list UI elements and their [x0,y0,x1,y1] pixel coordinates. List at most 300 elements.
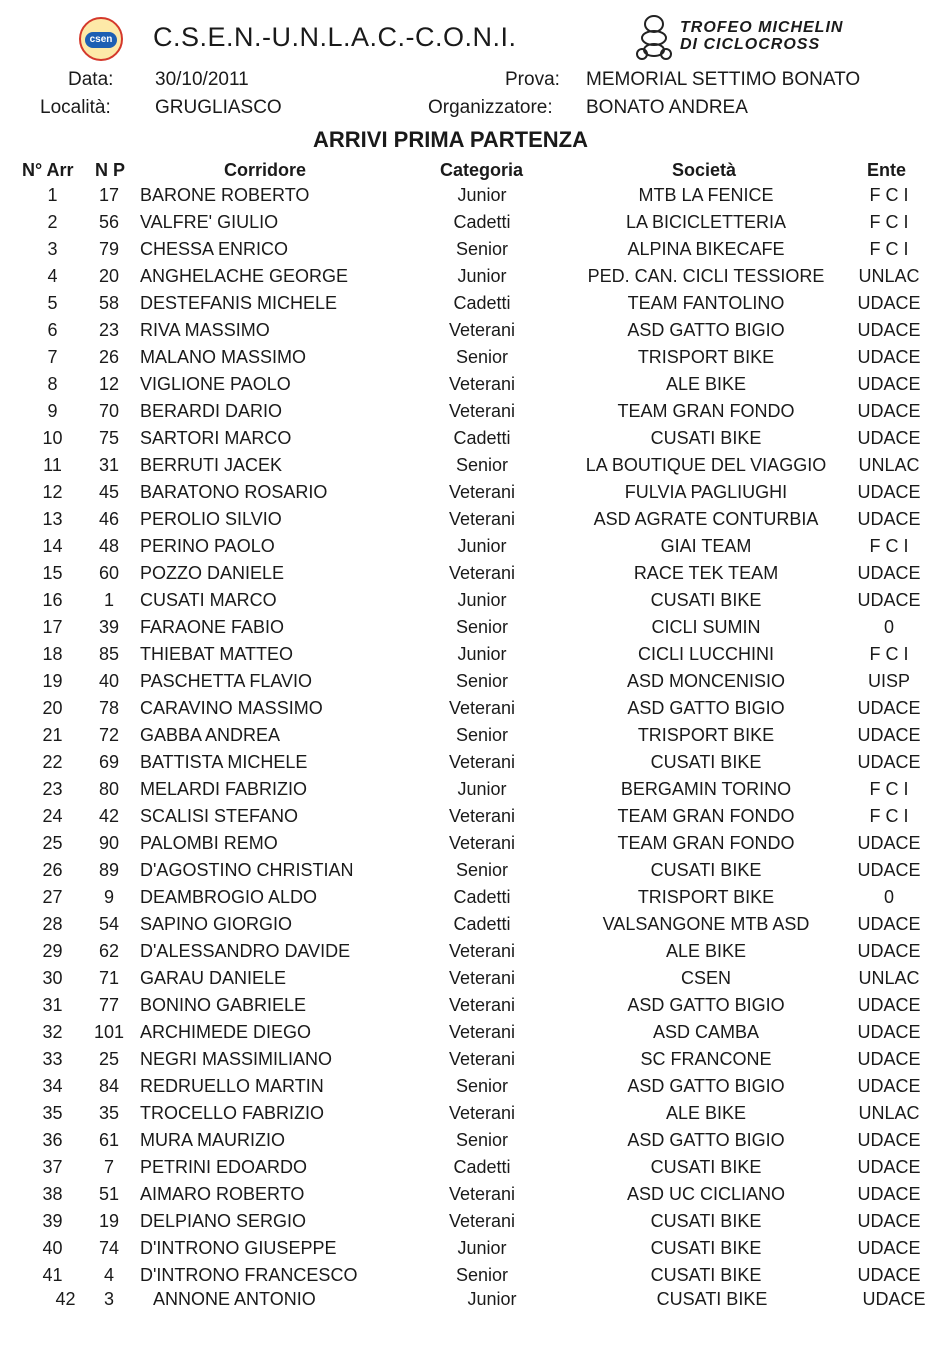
team: CUSATI BIKE [650,1157,762,1177]
rider-name: AIMARO ROBERTO [140,1184,305,1204]
body: UNLAC [858,1103,920,1123]
rider-name: DELPIANO SERGIO [140,1211,307,1231]
body: UDACE [857,1265,921,1285]
rider-name: FARAONE FABIO [140,617,285,637]
body: UDACE [862,1289,926,1309]
body: 0 [883,887,894,907]
arrival-position: 19 [42,671,63,691]
category: Cadetti [453,887,511,907]
trophy-title [680,19,843,53]
date-label: Data: [68,69,114,90]
table-row [0,941,945,968]
team: ASD GATTO BIGIO [627,1076,785,1096]
column-header-arrival: N° Arr [22,160,74,180]
event-label: Prova: [505,69,560,90]
rider-name: MALANO MASSIMO [140,347,307,367]
bib-number: 3 [103,1289,114,1309]
team: RACE TEK TEAM [633,563,779,583]
table-row [0,860,945,887]
team: CUSATI BIKE [650,590,762,610]
rider-name: VIGLIONE PAOLO [140,374,291,394]
category: Veterani [448,833,516,853]
table-row [0,779,945,806]
bib-number: 70 [98,401,120,421]
location-label: Località: [40,97,111,118]
rider-name: PETRINI EDOARDO [140,1157,308,1177]
table-row [0,1238,945,1265]
rider-name: CARAVINO MASSIMO [140,698,323,718]
category: Senior [455,617,509,637]
table-row [0,185,945,212]
team: ASD GATTO BIGIO [627,1130,785,1150]
arrival-position: 4 [47,266,58,286]
team: CICLI SUMIN [651,617,761,637]
body: F C I [869,212,909,232]
arrival-position: 10 [42,428,63,448]
table-row [0,590,945,617]
category: Veterani [448,1022,516,1042]
body: UDACE [857,428,921,448]
arrival-position: 5 [47,293,58,313]
rider-name: PEROLIO SILVIO [140,509,282,529]
arrival-position: 40 [42,1238,63,1258]
column-header-category: Categoria [440,160,524,180]
bib-number: 9 [103,887,114,907]
category: Veterani [448,1049,516,1069]
rider-name: D'ALESSANDRO DAVIDE [140,941,351,961]
table-row [0,698,945,725]
column-header-bib: N P [95,160,126,180]
body: UNLAC [858,455,920,475]
team: LA BOUTIQUE DEL VIAGGIO [585,455,827,475]
arrival-position: 30 [42,968,63,988]
rider-name: PASCHETTA FLAVIO [140,671,313,691]
category: Cadetti [453,914,511,934]
bib-number: 35 [98,1103,120,1123]
arrival-position: 37 [42,1157,63,1177]
arrival-position: 34 [42,1076,63,1096]
team: CICLI LUCCHINI [637,644,775,664]
team: ALE BIKE [665,374,747,394]
bib-number: 39 [98,617,120,637]
rider-name: PERINO PAOLO [140,536,275,556]
table-row [0,1211,945,1238]
arrival-position: 23 [42,779,63,799]
bib-number: 60 [98,563,120,583]
team: CUSATI BIKE [650,1238,762,1258]
organizer-value: BONATO ANDREA [586,97,748,118]
table-row [0,293,945,320]
category: Veterani [448,509,516,529]
category: Veterani [448,1103,516,1123]
rider-name: SARTORI MARCO [140,428,292,448]
bib-number: 19 [98,1211,120,1231]
arrival-position: 14 [42,536,63,556]
body: UDACE [857,995,921,1015]
arrival-position: 15 [42,563,63,583]
category: Senior [455,1076,509,1096]
category: Veterani [448,752,516,772]
team: PED. CAN. CICLI TESSIORE [587,266,825,286]
arrival-position: 29 [42,941,63,961]
rider-name: VALFRE' GIULIO [140,212,279,232]
body: UDACE [857,401,921,421]
body: UDACE [857,482,921,502]
bib-number: 4 [103,1265,114,1285]
team: ASD UC CICLIANO [626,1184,786,1204]
rider-name: BERARDI DARIO [140,401,283,421]
team: ASD GATTO BIGIO [627,995,785,1015]
table-row [0,995,945,1022]
arrival-position: 12 [42,482,63,502]
bib-number: 80 [98,779,120,799]
column-header-rider: Corridore [224,160,307,180]
rider-name: ANNONE ANTONIO [153,1289,316,1309]
bib-number: 46 [98,509,120,529]
bib-number: 101 [93,1022,125,1042]
category: Senior [455,347,509,367]
team: ASD GATTO BIGIO [627,320,785,340]
table-row [0,428,945,455]
bib-number: 1 [103,590,114,610]
category: Veterani [448,968,516,988]
arrival-position: 7 [47,347,58,367]
bib-number: 17 [98,185,120,205]
body: UDACE [857,833,921,853]
category: Senior [455,239,509,259]
table-row [0,320,945,347]
location-value: GRUGLIASCO [155,97,282,118]
team: TEAM GRAN FONDO [617,833,795,853]
category: Veterani [448,320,516,340]
table-row [0,266,945,293]
category: Junior [467,1289,517,1309]
category: Veterani [448,401,516,421]
table-row [0,1157,945,1184]
table-row [0,887,945,914]
table-row [0,914,945,941]
csen-logo [79,17,123,61]
table-row [0,806,945,833]
body: UDACE [857,320,921,340]
arrival-position: 18 [42,644,63,664]
arrival-position: 27 [42,887,63,907]
rider-name: POZZO DANIELE [140,563,285,583]
category: Senior [455,725,509,745]
team: ASD GATTO BIGIO [627,698,785,718]
team: ALE BIKE [665,1103,747,1123]
column-header-body: Ente [867,160,907,180]
table-row [0,1076,945,1103]
team: CUSATI BIKE [650,1265,762,1285]
category: Junior [457,644,507,664]
arrival-position: 28 [42,914,63,934]
table-row [0,617,945,644]
category: Senior [455,455,509,475]
bib-number: 23 [98,320,120,340]
arrival-position: 39 [42,1211,63,1231]
bib-number: 56 [98,212,120,232]
team: ALE BIKE [665,941,747,961]
arrival-position: 22 [42,752,63,772]
body: UDACE [857,1022,921,1042]
body: UISP [867,671,910,691]
team: VALSANGONE MTB ASD [602,914,810,934]
rider-name: MURA MAURIZIO [140,1130,286,1150]
table-row [0,1130,945,1157]
team: ASD CAMBA [652,1022,760,1042]
rider-name: SCALISI STEFANO [140,806,299,826]
bib-number: 72 [98,725,120,745]
bib-number: 79 [98,239,120,259]
body: 0 [883,617,894,637]
table-row [0,725,945,752]
bib-number: 51 [98,1184,120,1204]
bib-number: 42 [98,806,120,826]
bib-number: 90 [98,833,120,853]
rider-name: GARAU DANIELE [140,968,287,988]
bib-number: 31 [98,455,120,475]
rider-name: ARCHIMEDE DIEGO [140,1022,312,1042]
body: UDACE [857,1130,921,1150]
arrival-position: 9 [47,401,58,421]
rider-name: BARATONO ROSARIO [140,482,328,502]
rider-name: THIEBAT MATTEO [140,644,294,664]
team: CUSATI BIKE [650,860,762,880]
bib-number: 7 [103,1157,114,1177]
arrival-position: 24 [42,806,63,826]
arrival-position: 1 [47,185,58,205]
category: Junior [457,185,507,205]
category: Cadetti [453,293,511,313]
body: UDACE [857,1184,921,1204]
rider-name: MELARDI FABRIZIO [140,779,308,799]
body: UDACE [857,725,921,745]
team: TRISPORT BIKE [637,347,775,367]
rider-name: BERRUTI JACEK [140,455,283,475]
rider-name: DEAMBROGIO ALDO [140,887,318,907]
rider-name: CHESSA ENRICO [140,239,289,259]
table-row [0,509,945,536]
category: Junior [457,266,507,286]
category: Junior [457,536,507,556]
table-row [0,401,945,428]
bib-number: 71 [98,968,120,988]
team: LA BICICLETTERIA [625,212,787,232]
body: UDACE [857,752,921,772]
arrival-position: 38 [42,1184,63,1204]
body: F C I [869,644,909,664]
body: UDACE [857,1049,921,1069]
body: UDACE [857,1238,921,1258]
arrival-position: 32 [42,1022,63,1042]
bib-number: 61 [98,1130,120,1150]
table-row [0,1049,945,1076]
arrival-position: 11 [43,455,62,475]
table-row [0,644,945,671]
body: UDACE [857,914,921,934]
team: CSEN [680,968,731,988]
category: Veterani [448,482,516,502]
arrival-position: 21 [42,725,63,745]
category: Veterani [448,1184,516,1204]
arrival-position: 41 [42,1265,63,1285]
bib-number: 25 [98,1049,120,1069]
arrival-position: 13 [42,509,63,529]
category: Cadetti [453,212,511,232]
bib-number: 78 [98,698,120,718]
bib-number: 48 [98,536,120,556]
table-row [0,455,945,482]
table-row [0,671,945,698]
arrival-position: 17 [42,617,63,637]
category: Junior [457,1238,507,1258]
category: Veterani [448,995,516,1015]
trophy-line-2: DI CICLOCROSS [680,36,821,53]
date-value: 30/10/2011 [155,69,249,90]
table-row [0,968,945,995]
category: Veterani [448,1211,516,1231]
bib-number: 54 [98,914,120,934]
rider-name: TROCELLO FABRIZIO [140,1103,325,1123]
category: Senior [455,860,509,880]
csen-logo-text: csen [85,32,117,48]
team: SC FRANCONE [640,1049,772,1069]
table-row [0,752,945,779]
arrival-position: 31 [42,995,63,1015]
team: TRISPORT BIKE [637,725,775,745]
arrival-position: 33 [42,1049,63,1069]
category: Junior [457,590,507,610]
bib-number: 85 [98,644,120,664]
table-row [0,1289,945,1316]
body: UDACE [857,590,921,610]
body: UDACE [857,347,921,367]
table-row [0,1103,945,1130]
rider-name: NEGRI MASSIMILIANO [140,1049,333,1069]
arrival-position: 26 [42,860,63,880]
category: Veterani [448,806,516,826]
organization-title: C.S.E.N.-U.N.L.A.C.-C.O.N.I. [153,22,517,52]
arrival-position: 36 [42,1130,63,1150]
bib-number: 62 [98,941,120,961]
rider-name: BONINO GABRIELE [140,995,307,1015]
category: Veterani [448,374,516,394]
body: UDACE [857,1157,921,1177]
team: TRISPORT BIKE [637,887,775,907]
body: UDACE [857,509,921,529]
body: UDACE [857,563,921,583]
bib-number: 74 [98,1238,120,1258]
bib-number: 89 [98,860,120,880]
category: Cadetti [453,1157,511,1177]
bib-number: 26 [98,347,120,367]
body: UDACE [857,698,921,718]
bib-number: 45 [98,482,120,502]
body: F C I [869,536,909,556]
arrival-position: 42 [55,1289,76,1309]
table-row [0,1022,945,1049]
arrival-position: 2 [47,212,58,232]
body: F C I [869,239,909,259]
team: CUSATI BIKE [650,1211,762,1231]
team: FULVIA PAGLIUGHI [624,482,788,502]
table-row [0,563,945,590]
rider-name: D'INTRONO FRANCESCO [140,1265,358,1285]
team: CUSATI BIKE [656,1289,768,1309]
rider-name: RIVA MASSIMO [140,320,270,340]
rider-name: SAPINO GIORGIO [140,914,293,934]
bib-number: 75 [98,428,120,448]
category: Senior [455,1130,509,1150]
table-row [0,482,945,509]
bib-number: 69 [98,752,120,772]
table-row [0,1184,945,1211]
arrival-position: 8 [47,374,58,394]
organizer-label: Organizzatore: [428,97,553,118]
body: F C I [869,806,909,826]
rider-name: D'AGOSTINO CHRISTIAN [140,860,354,880]
team: ALPINA BIKECAFE [627,239,785,259]
event-value: MEMORIAL SETTIMO BONATO [586,69,861,90]
table-row [0,212,945,239]
category: Junior [457,779,507,799]
body: F C I [869,779,909,799]
results-title: ARRIVI PRIMA PARTENZA [313,127,588,152]
table-row [0,1265,945,1292]
table-row [0,347,945,374]
table-row [0,536,945,563]
arrival-position: 6 [47,320,58,340]
team: GIAI TEAM [660,536,752,556]
body: UNLAC [858,266,920,286]
arrival-position: 35 [42,1103,63,1123]
rider-name: ANGHELACHE GEORGE [140,266,349,286]
arrival-position: 20 [42,698,63,718]
body: UDACE [857,941,921,961]
rider-name: DESTEFANIS MICHELE [140,293,338,313]
bib-number: 12 [98,374,120,394]
team: TEAM FANTOLINO [627,293,785,313]
team: TEAM GRAN FONDO [617,806,795,826]
body: UNLAC [858,968,920,988]
category: Veterani [448,941,516,961]
team: ASD AGRATE CONTURBIA [593,509,819,529]
team: TEAM GRAN FONDO [617,401,795,421]
team: BERGAMIN TORINO [620,779,792,799]
table-row [0,239,945,266]
rider-name: PALOMBI REMO [140,833,278,853]
table-row [0,374,945,401]
rider-name: CUSATI MARCO [140,590,277,610]
bib-number: 77 [98,995,120,1015]
rider-name: D'INTRONO GIUSEPPE [140,1238,337,1258]
body: UDACE [857,1211,921,1231]
rider-name: BARONE ROBERTO [140,185,310,205]
arrival-position: 25 [42,833,63,853]
body: UDACE [857,1076,921,1096]
rider-name: BATTISTA MICHELE [140,752,308,772]
category: Cadetti [453,428,511,448]
bib-number: 84 [98,1076,120,1096]
body: UDACE [857,374,921,394]
category: Senior [455,671,509,691]
rider-name: REDRUELLO MARTIN [140,1076,324,1096]
category: Veterani [448,698,516,718]
category: Senior [455,1265,509,1285]
bib-number: 20 [98,266,120,286]
body: UDACE [857,293,921,313]
